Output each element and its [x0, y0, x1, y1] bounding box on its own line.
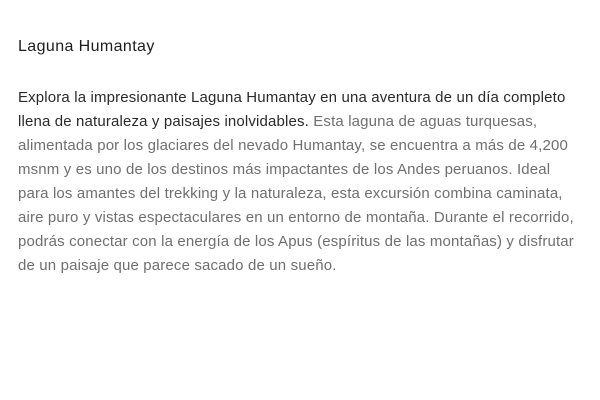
tour-description-paragraph — [18, 86, 582, 278]
page-title: Laguna Humantay — [18, 38, 155, 55]
description-lead-sentence: Explora la impresionante Laguna Humantay en una aventura de un día completo llena de naturaleza y paisajes inolvidables. — [18, 89, 566, 130]
description-body-text: Esta laguna de aguas turquesas, alimentada por los glaciares del nevado Humantay, se encuentra a más de 4,200 msnm y es uno de los destinos más impactantes de los Andes peruanos. Ideal para los amantes del trekking y la naturaleza, esta excursión combina caminata, aire puro y vistas espectaculares en un entorno de montaña. Durante el recorrido, podrás conectar con la energía de los Apus (espíritus de las montañas) y disfrutar de un paisaje que parece sacado de un sueño. — [18, 113, 574, 274]
